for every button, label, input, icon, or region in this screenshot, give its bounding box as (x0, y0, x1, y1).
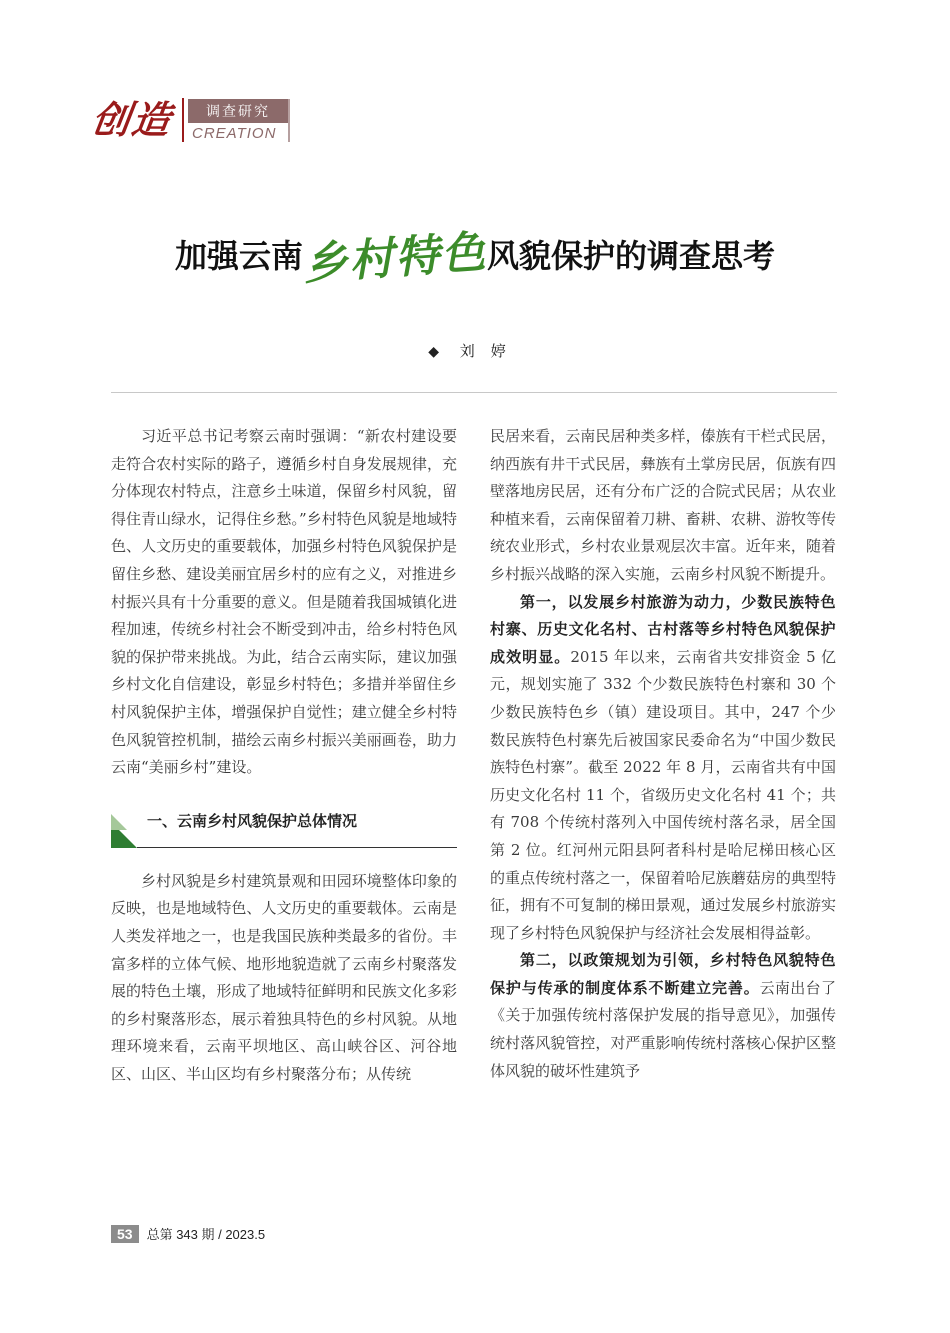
point-two-body: 云南出台了《关于加强传统村落保护发展的指导意见》，加强传统村落风貌管控，对严重影响传统村落核心保护区整体风貌的破坏性建筑予 (490, 978, 836, 1080)
title-part-3: 风貌保护的调查思考 (487, 237, 776, 275)
page-number: 53 (111, 1225, 139, 1243)
title-part-1: 加强云南 (174, 237, 303, 275)
continued-paragraph: 民居来看，云南民居种类多样，傣族有干栏式民居，纳西族有井干式民居，彝族有土掌房民居，佤族有四壁落地房民居，还有分布广泛的合院式民居；从农业种植来看，云南保留着刀耕、畜耕、农耕、游牧等传统农业形式，乡村农业景观层次丰富。近年来，随着乡村振兴战略的深入实施，云南乡村风貌不断提升。 (490, 427, 836, 583)
point-two-lead: 第二，以政策规划为引领，乡村特色风貌特色保护与传承的制度体系不断建立完善。 (490, 951, 836, 997)
logo-divider (182, 98, 184, 142)
triangle-accent-icon (111, 814, 127, 830)
left-column (111, 423, 457, 1088)
point-one-body: 2015 年以来，云南省共安排资金 5 亿元，规划实施了 332 个少数民族特色村寨和 30 个少数民族特色乡（镇）建设项目。其中，247 个少数民族特色村寨先后被国家民委命名为“中国少数民族特色村寨”。截至 2022 年 8 月，云南省共有中国历史文化名村 11 个，省级历史文化名村 41 个；共有 708 个传统村落列入中国传统村落名录，居全国第 2 位。红河州元阳县阿者科村是哈尼梯田核心区的重点传统村落之一，保留着哈尼族蘑菇房的典型特征，拥有不可复制的梯田景观，通过发展乡村旅游实现了乡村特色风貌保护与经济社会发展相得益彰。 (490, 647, 836, 942)
section-label: 调查研究 (188, 99, 288, 123)
diamond-icon: ◆ (428, 344, 439, 360)
section-tag (188, 99, 290, 142)
page-footer (111, 1224, 265, 1243)
point-one-paragraph (490, 589, 836, 948)
section-paragraph: 乡村风貌是乡村建筑景观和田园环境整体印象的反映，也是地域特色、人文历史的重要载体。云南是人类发祥地之一，也是我国民族种类最多的省份。丰富多样的立体气候、地形地貌造就了云南乡村聚落发展的特色土壤，形成了地域特征鲜明和民族文化多彩的乡村聚落形态，展示着独具特色的乡村风貌。从地理环境来看，云南平坝地区、高山峡谷区、河谷地区、山区、半山区均有乡村聚落分布；从传统 (111, 871, 457, 1083)
title-divider (111, 392, 837, 393)
point-one-lead: 第一，以发展乡村旅游为动力，少数民族特色村寨、历史文化名村、古村落等乡村特色风貌保护成效明显。 (490, 592, 836, 666)
issue-info: 总第 343 期 / 2023.5 (146, 1227, 266, 1242)
intro-paragraph: 习近平总书记考察云南时强调：“新农村建设要走符合农村实际的路子，遵循乡村自身发展规律，充分体现农村特点，注意乡土味道，保留乡村风貌，留得住青山绿水，记得住乡愁。”乡村特色风貌是地域特色、人文历史的重要载体，加强乡村特色风貌保护是留住乡愁、建设美丽宜居乡村的应有之义，对推进乡村振兴具有十分重要的意义。但是随着我国城镇化进程加速，传统乡村社会不断受到冲击，给乡村特色风貌的保护带来挑战。为此，结合云南实际，建议加强乡村文化自信建设，彰显乡村特色；多措并举留住乡村风貌保护主体，增强保护自觉性；建立健全乡村特色风貌管控机制，描绘云南乡村振兴美丽画卷，助力云南“美丽乡村”建设。 (111, 427, 457, 777)
right-column (490, 423, 836, 1085)
brand-english: CREATION (192, 124, 277, 142)
author-name: 刘婷 (459, 342, 522, 360)
logo-mark: 创造 (88, 97, 176, 142)
author-line (0, 340, 950, 361)
title-part-2-highlight: 乡村特色 (301, 226, 489, 291)
section-heading-rule (137, 847, 457, 848)
article-title (0, 222, 950, 291)
section-heading (111, 808, 457, 858)
section-heading-text: 一、云南乡村风貌保护总体情况 (147, 811, 358, 830)
point-two-paragraph (490, 947, 836, 1085)
journal-logo (88, 97, 290, 142)
